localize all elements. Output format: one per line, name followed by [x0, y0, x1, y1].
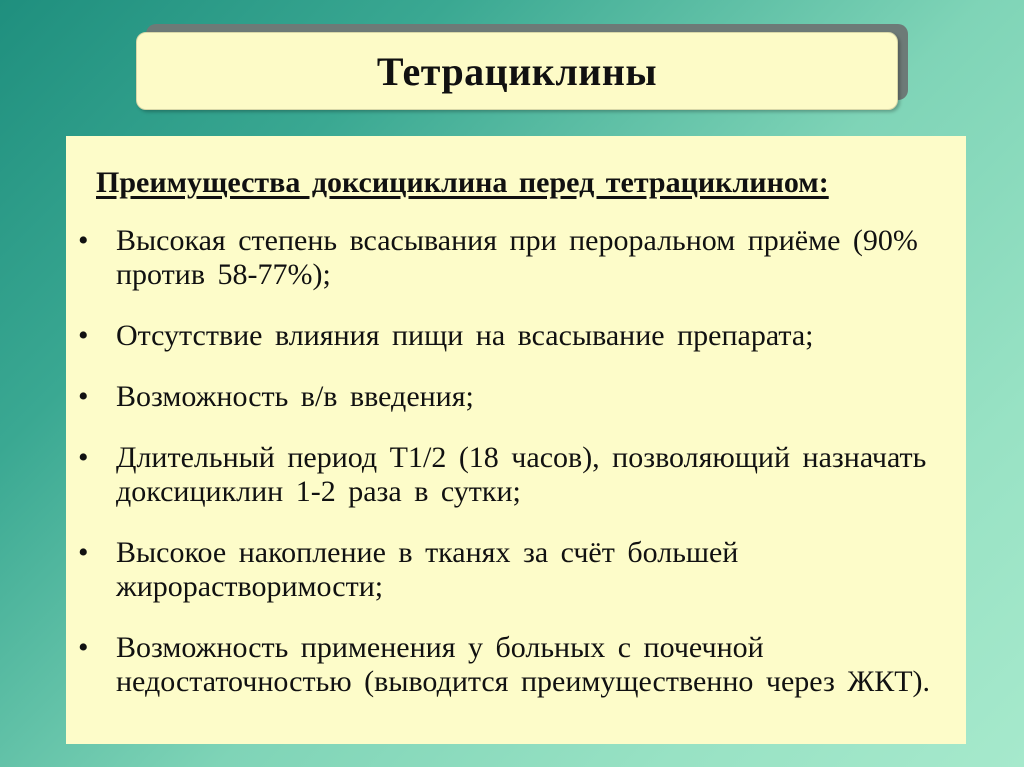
bullet-icon: • — [78, 441, 89, 474]
list-item-text: Возможность в/в введения; — [116, 380, 474, 413]
list-item-text: Длительный период Т1/2 (18 часов), позволяющий назначать доксициклин 1-2 раза в сутки; — [116, 441, 927, 508]
bullet-icon: • — [78, 380, 89, 413]
slide-title: Тетрациклины — [376, 48, 658, 94]
bullet-icon: • — [78, 224, 89, 257]
advantages-list — [66, 224, 966, 726]
list-item — [66, 380, 966, 414]
content-panel — [66, 136, 966, 744]
list-item — [66, 319, 966, 353]
list-item-text: Отсутствие влияния пищи на всасывание препарата; — [116, 319, 814, 352]
section-subtitle: Преимущества доксициклина перед тетрациклином: — [96, 166, 829, 199]
list-item — [66, 441, 966, 509]
list-item — [66, 224, 966, 292]
list-item-text: Высокое накопление в тканях за счёт большей жирорастворимости; — [116, 536, 739, 603]
list-item-text: Высокая степень всасывания при пероральном приёме (90% против 58-77%); — [116, 224, 918, 291]
bullet-icon: • — [78, 536, 89, 569]
bullet-icon: • — [78, 319, 89, 352]
bullet-icon: • — [78, 631, 89, 664]
list-item-text: Возможность применения у больных с почечной недостаточностью (выводится преимущественно через ЖКТ). — [116, 631, 931, 698]
list-item — [66, 536, 966, 604]
title-box — [136, 32, 898, 110]
list-item — [66, 631, 966, 699]
